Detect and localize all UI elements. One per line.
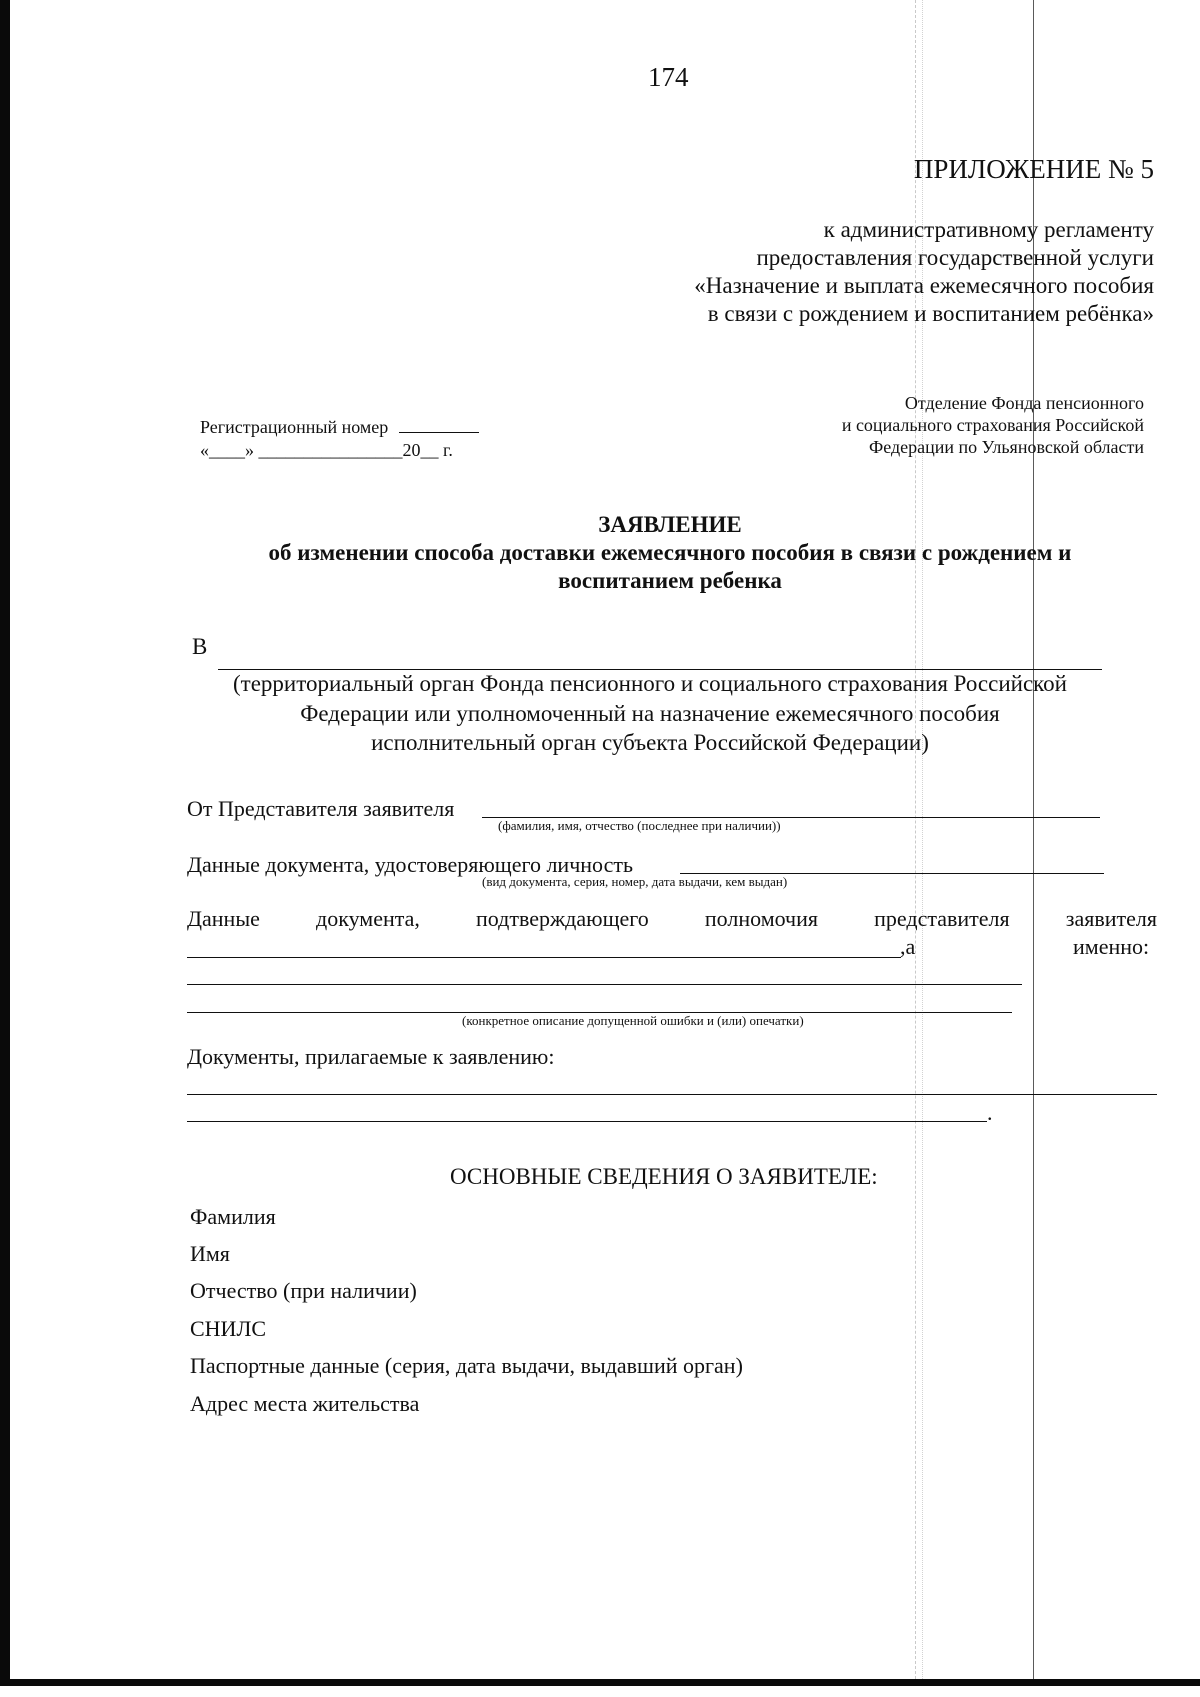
- applicant-info-item: Адрес места жительства: [190, 1391, 420, 1416]
- attachments-field[interactable]: [187, 1121, 987, 1122]
- appendix-line: «Назначение и выплата ежемесячного пособия: [694, 273, 1154, 298]
- applicant-info-title: ОСНОВНЫЕ СВЕДЕНИЯ О ЗАЯВИТЕЛЕ:: [450, 1164, 878, 1189]
- document-title: ЗАЯВЛЕНИЕ: [598, 512, 742, 537]
- applicant-info-item: Имя: [190, 1241, 230, 1266]
- applicant-info-item: Паспортные данные (серия, дата выдачи, выдавший орган): [190, 1353, 743, 1378]
- recipient-caption: исполнительный орган субъекта Российской Федерации): [371, 730, 929, 755]
- registration-number-field[interactable]: [399, 432, 479, 433]
- office-line: Отделение Фонда пенсионного: [904, 393, 1144, 413]
- authority-word: документа,: [316, 906, 420, 931]
- authority-doc-label: [187, 906, 1157, 932]
- representative-label: От Представителя заявителя: [187, 796, 455, 821]
- registration-number-label: Регистрационный номер: [200, 417, 389, 437]
- authority-namely: именно:: [1073, 934, 1150, 959]
- authority-word: Данные: [187, 906, 260, 931]
- authority-word: представителя: [874, 906, 1010, 931]
- recipient-field[interactable]: [218, 669, 1102, 670]
- representative-hint: (фамилия, имя, отчество (последнее при наличии)): [498, 818, 781, 833]
- authority-word: подтверждающего: [476, 906, 649, 931]
- error-description-hint: (конкретное описание допущенной ошибки и (или) опечатки): [462, 1013, 804, 1028]
- page-number: 174: [648, 62, 689, 92]
- appendix-title: ПРИЛОЖЕНИЕ № 5: [913, 154, 1154, 184]
- appendix-line: предоставления государственной услуги: [756, 245, 1154, 270]
- document-subtitle: об изменении способа доставки ежемесячного пособия в связи с рождением и: [268, 540, 1072, 565]
- attachments-end: .: [987, 1100, 993, 1125]
- registration-number: [200, 417, 479, 438]
- authority-doc-field[interactable]: [187, 957, 901, 958]
- attachments-label: Документы, прилагаемые к заявлению:: [187, 1044, 555, 1069]
- recipient-prefix: В: [192, 634, 208, 659]
- applicant-info-item: Отчество (при наличии): [190, 1278, 417, 1303]
- appendix-line: к административному регламенту: [823, 217, 1154, 242]
- recipient-caption: (территориальный орган Фонда пенсионного и социального страхования Российской: [232, 671, 1067, 696]
- attachments-field[interactable]: [187, 1094, 1157, 1095]
- identity-doc-hint: (вид документа, серия, номер, дата выдачи, кем выдан): [482, 874, 788, 889]
- identity-doc-label: Данные документа, удостоверяющего личность: [187, 852, 634, 877]
- authority-word: полномочия: [704, 906, 819, 931]
- registration-date: «____» ________________20__ г.: [200, 440, 453, 460]
- applicant-info-item: СНИЛС: [190, 1316, 267, 1341]
- error-description-field[interactable]: [187, 984, 1022, 985]
- recipient-caption: Федерации или уполномоченный на назначение ежемесячного пособия: [300, 701, 1000, 726]
- scan-bottom-edge: [0, 1679, 1200, 1686]
- scan-left-edge: [0, 0, 10, 1681]
- office-line: и социального страхования Российской: [841, 415, 1144, 435]
- authority-word: заявителя: [1065, 906, 1157, 931]
- document-subtitle: воспитанием ребенка: [558, 568, 782, 593]
- appendix-line: в связи с рождением и воспитанием ребёнка»: [707, 301, 1154, 326]
- office-line: Федерации по Ульяновской области: [869, 437, 1144, 457]
- authority-suffix: ,а: [900, 934, 916, 959]
- applicant-info-item: Фамилия: [190, 1204, 276, 1229]
